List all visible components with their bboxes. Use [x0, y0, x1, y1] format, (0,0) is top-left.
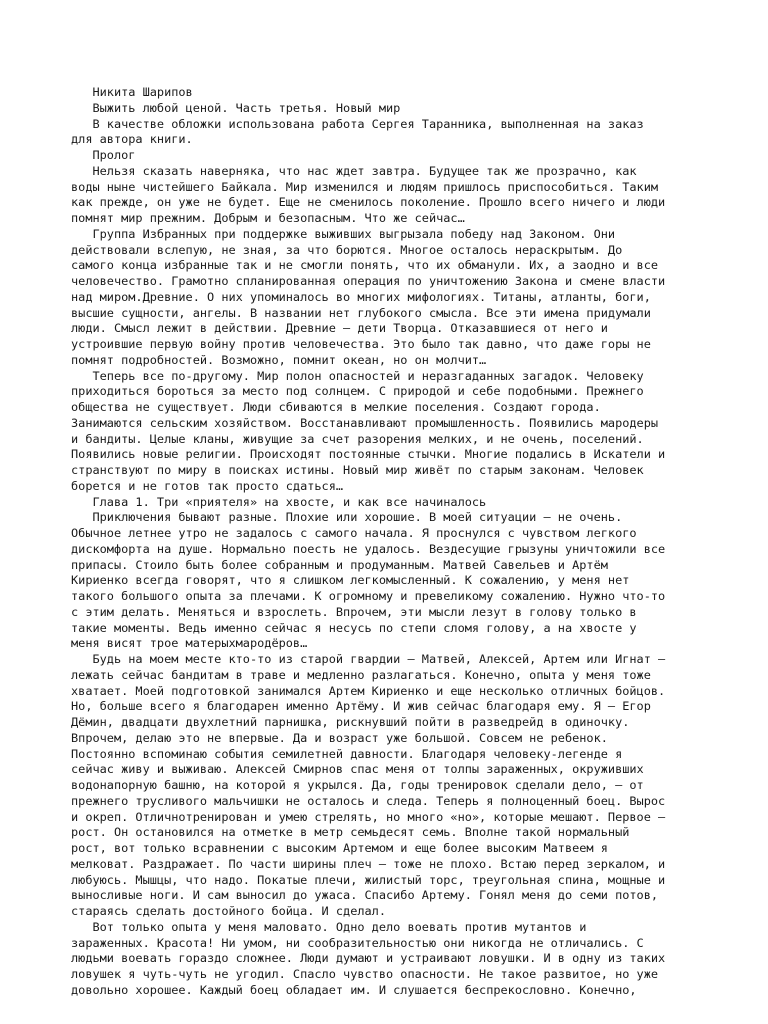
text-line: Глава 1. Три «приятеля» на хвосте, и как все начиналось [71, 494, 487, 509]
text-line: выносливые ноги. И сам выносил до ужаса. Спасибо Артему. Гонял меня до семи потов, [71, 888, 659, 903]
text-line: Появились новые религии. Происходят постоянные стычки. Многие подались в Искатели и [71, 447, 666, 462]
text-line: Дёмин, двадцати двухлетний парнишка, рискнувший пойти в разведрейд в одиночку. [71, 715, 630, 729]
text-line: лежать сейчас бандитам в траве и медленно разлагаться. Конечно, опыта у меня тоже [71, 667, 651, 682]
text-line: рост. Он остановился на отметке в метр семьдесят семь. Вполне такой нормальный [71, 825, 630, 840]
text-line: Обычное летнее утро не задалось с самого начала. Я проснулся с чувством легкого [71, 526, 637, 540]
text-line: зараженных. Красота! Ни умом, ни сообразительностью они никогда не отличались. С [71, 935, 644, 950]
text-line: приходиться бороться за место под солнцем. С природой и себе подобными. Прежнего [71, 384, 644, 399]
text-line: помнят подробностей. Возможно, помнит океан, но он молчит… [71, 352, 487, 367]
text-line: воды ныне чистейшего Байкала. Мир изменился и людям пришлось приспособиться. Таким [71, 179, 659, 194]
text-line: самого конца избранные так и не смогли понять, что их обманули. Их, а заодно и все [71, 258, 659, 273]
text-line: такие моменты. Ведь именно сейчас я несусь по степи сломя голову, а на хвосте у [71, 620, 637, 635]
text-line: люди. Смысл лежит в действии. Древние – дети Творца. Отказавшиеся от него и [71, 321, 608, 336]
text-line: для автора книги. [71, 132, 193, 147]
text-line: Приключения бывают разные. Плохие или хорошие. В моей ситуации – не очень. [71, 510, 623, 525]
text-line: борется и не готов так просто сдаться… [71, 478, 344, 493]
text-line: рост, вот только всравнении с высоким Артемом и еще более высоким Матвеем я [71, 841, 608, 855]
text-line: меня висят трое матерыхмародёров… [71, 636, 308, 651]
text-line: Постоянно вспоминаю события семилетней давности. Благодаря человеку-легенде я [71, 746, 623, 761]
text-line: Занимаются сельским хозяйством. Восстанавливают промышленность. Появились мародеры [71, 415, 659, 430]
text-line: хватает. Моей подготовкой занимался Артем Кириенко и еще несколько отличных бойцов. [71, 683, 666, 698]
text-line: припасы. Стоило быть более собранным и продуманным. Матвей Савельев и Артём [71, 557, 608, 572]
text-line: как прежде, он уже не будет. Еще не сменилось поколение. Прошло всего ничего и люди [71, 195, 666, 210]
text-line: помнят мир прежним. Добрым и безопасным. Что же сейчас… [71, 211, 465, 225]
text-line: Теперь все по-другому. Мир полон опасностей и неразгаданных загадок. Человеку [71, 368, 644, 383]
text-line: и бандиты. Целые кланы, живущие за счет разорения мелких, и не очень, поселений. [71, 431, 644, 446]
text-line: высшие сущности, ангелы. В названии нет глубокого смысла. Все эти имена придумали [71, 305, 651, 320]
text-line: с этим делать. Меняться и взрослеть. Впрочем, эти мысли лезут в голову только в [71, 604, 637, 619]
text-line: дискомфорта на душе. Нормально поесть не удалось. Вездесущие грызуны уничтожили все [71, 541, 666, 556]
text-line: В качестве обложки использована работа Сергея Таранника, выполненная на заказ [71, 116, 644, 131]
text-line: действовали вслепую, не зная, за что борются. Многое осталось нераскрытым. До [71, 242, 623, 257]
text-line: ловушек я чуть-чуть не угодил. Спасло чувство опасности. Не такое развитое, но уже [71, 967, 659, 981]
text-line: стараясь сделать достойного бойца. И сделал. [71, 904, 386, 918]
text-line: Выжить любой ценой. Часть третья. Новый мир [71, 100, 401, 115]
text-line: Нельзя сказать наверняка, что нас ждет завтра. Будущее так же прозрачно, как [71, 163, 637, 178]
text-line: устроившие первую войну против человечества. Это было так давно, что даже горы не [71, 337, 651, 351]
text-line: Вот только опыта у меня маловато. Одно дело воевать против мутантов и [71, 919, 587, 934]
text-line: человечество. Грамотно спланированная операция по уничтожению Закона и смене власти [71, 274, 666, 288]
text-line: Но, больше всего я благодарен именно Артёму. И жив сейчас благодаря ему. Я – Егор [71, 699, 651, 714]
text-line: такого большого опыта за плечами. К огромному и превеликому сожалению. Нужно что-то [71, 589, 666, 603]
text-line: и окреп. Отличнотренирован и умею стрелять, но много «но», которые мешают. Первое – [71, 809, 666, 824]
text-line: общества не существует. Люди сбиваются в мелкие поселения. Создают города. [71, 400, 601, 414]
text-line: Пролог [71, 148, 136, 162]
text-line: странствуют по миру в поисках истины. Новый мир живёт по старым законам. Человек [71, 463, 644, 477]
text-line: мелковат. Раздражает. По части ширины плеч – тоже не плохо. Встаю перед зеркалом, и [71, 856, 666, 871]
text-line: Никита Шарипов [71, 85, 193, 99]
text-line: сейчас живу и выживаю. Алексей Смирнов спас меня от толпы зараженных, окруживших [71, 762, 644, 777]
text-line: Будь на моем месте кто-то из старой гвардии – Матвей, Алексей, Артем или Игнат – [71, 652, 666, 666]
document-text [71, 85, 711, 999]
text-line: Кириенко всегда говорят, что я слишком легкомысленный. К сожалению, у меня нет [71, 573, 630, 588]
text-line: людьми воевать гораздо сложнее. Люди думают и устраивают ловушки. И в одну из таких [71, 951, 666, 966]
text-line: любуюсь. Мышцы, что надо. Покатые плечи, жилистый торс, треугольная спина, мощные и [71, 872, 666, 887]
text-line: Впрочем, делаю это не впервые. Да и возраст уже большой. Совсем не ребенок. [71, 730, 608, 745]
text-line: довольно хорошее. Каждый боец обладает им. И слушается беспрекословно. Конечно, [71, 982, 637, 997]
text-line: Группа Избранных при поддержке выживших выгрызала победу над Законом. Они [71, 226, 616, 241]
text-line: водонапорную башню, на которой я укрылся. Да, годы тренировок сделали дело, – от [71, 778, 644, 792]
text-line: прежнего трусливого мальчишки не осталось и следа. Теперь я полноценный боец. Вырос [71, 793, 666, 808]
text-line: над миром.Древние. О них упоминалось во многих мифологиях. Титаны, атланты, боги, [71, 289, 651, 304]
